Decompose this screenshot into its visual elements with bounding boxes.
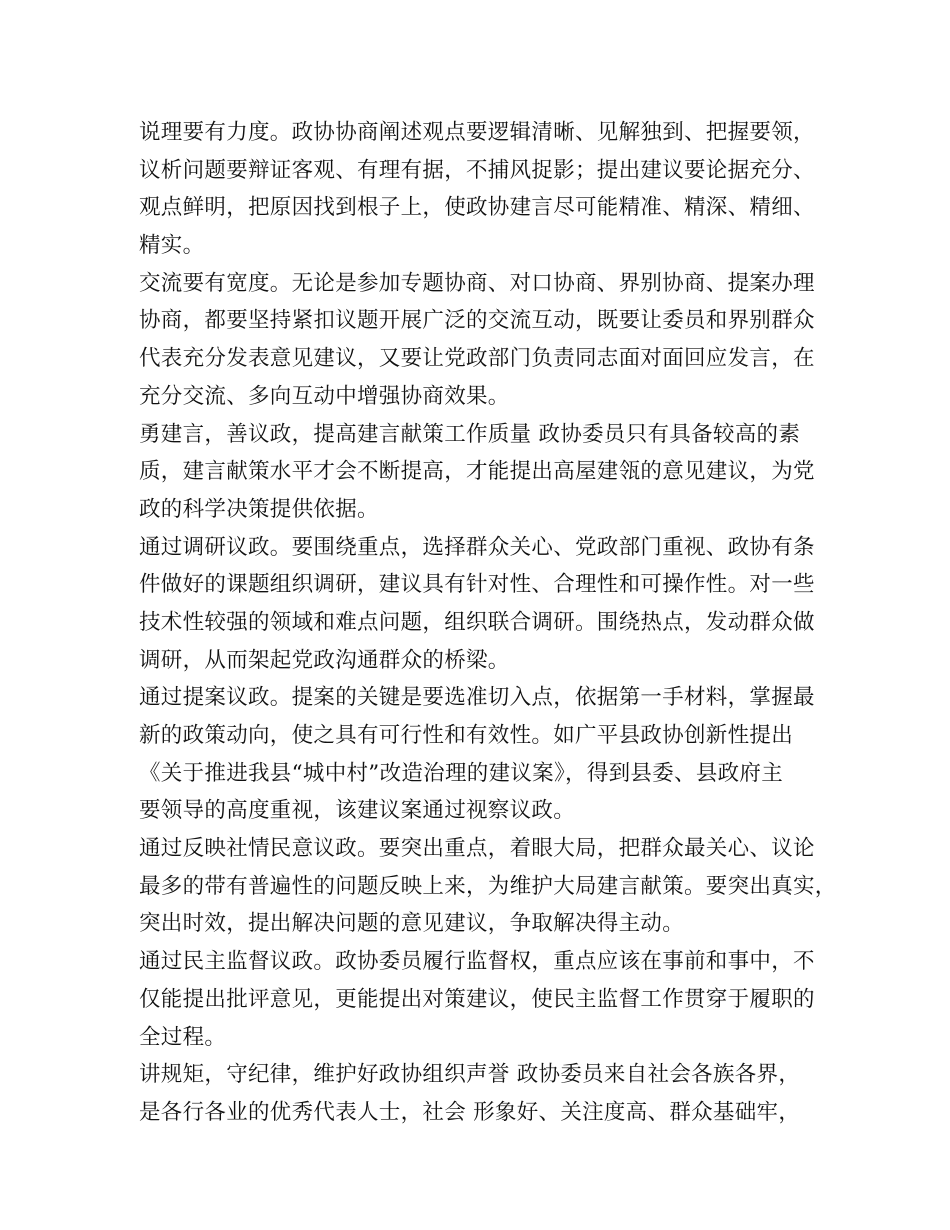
paragraph-exchange <box>139 265 819 416</box>
body-text <box>139 114 837 1132</box>
text-line: 精实。 <box>139 233 205 259</box>
paragraph-discipline <box>139 1056 819 1131</box>
text-line: 通过调研议政。要围绕重点，选择群众关心、党政部门重视、政协有条 <box>139 534 815 560</box>
text-line: 观点鲜明，把原因找到根子上，使政协建言尽可能精准、精深、精细、 <box>139 195 815 221</box>
text-line: 代表充分发表意见建议，又要让党政部门负责同志面对面回应发言，在 <box>139 346 815 372</box>
text-line: 要领导的高度重视，该建议案通过视察议政。 <box>139 798 576 824</box>
text-line: 通过民主监督议政。政协委员履行监督权，重点应该在事前和事中，不 <box>139 949 815 975</box>
text-line: 是各行各业的优秀代表人士，社会 形象好、关注度高、群众基础牢， <box>139 1099 801 1125</box>
text-line: 最多的带有普遍性的问题反映上来，为维护大局建言献策。要突出真实， <box>139 873 837 899</box>
text-line: 议析问题要辩证客观、有理有据，不捕风捉影；提出建议要论据充分、 <box>139 157 815 183</box>
text-line: 质，建言献策水平才会不断提高，才能提出高屋建瓴的意见建议，为党 <box>139 459 815 485</box>
text-line: 通过反映社情民意议政。要突出重点，着眼大局，把群众最关心、议论 <box>139 836 815 862</box>
text-line: 协商，都要坚持紧扣议题开展广泛的交流互动，既要让委员和界别群众 <box>139 308 815 334</box>
text-line: 调研，从而架起党政沟通群众的桥梁。 <box>139 647 510 673</box>
paragraph-advice-quality <box>139 416 819 529</box>
text-line: 充分交流、多向互动中增强协商效果。 <box>139 383 510 409</box>
paragraph-persuasion <box>139 114 819 265</box>
text-line: 说理要有力度。政协协商阐述观点要逻辑清晰、见解独到、把握要领， <box>139 120 815 145</box>
text-line: 仅能提出批评意见，更能提出对策建议，使民主监督工作贯穿于履职的 <box>139 986 815 1012</box>
text-line: 新的政策动向，使之具有可行性和有效性。如广平县政协创新性提出 <box>139 723 794 748</box>
text-line: 交流要有宽度。无论是参加专题协商、对口协商、界别协商、提案办理 <box>139 270 815 296</box>
paragraph-public-opinion <box>139 830 837 943</box>
text-line: 件做好的课题组织调研，建议具有针对性、合理性和可操作性。对一些 <box>139 572 815 598</box>
text-line: 全过程。 <box>139 1024 227 1050</box>
text-line: 突出时效，提出解决问题的意见建议，争取解决得主动。 <box>139 911 685 937</box>
paragraph-supervision <box>139 943 819 1056</box>
text-line: 通过提案议政。提案的关键是要选准切入点，依据第一手材料，掌握最 <box>139 685 815 711</box>
text-line: 政的科学决策提供依据。 <box>139 496 379 522</box>
text-line: 技术性较强的领域和难点问题，组织联合调研。围绕热点，发动群众做 <box>139 609 815 635</box>
text-line: 《关于推进我县“城中村”改造治理的建议案》，得到县委、县政府主 <box>139 760 784 786</box>
paragraph-research <box>139 529 819 680</box>
text-line: 讲规矩，守纪律，维护好政协组织声誉 政协委员来自社会各族各界， <box>139 1062 801 1088</box>
paragraph-proposal <box>139 679 819 830</box>
text-line: 勇建言，善议政，提高建言献策工作质量 政协委员只有具备较高的素 <box>139 421 801 447</box>
